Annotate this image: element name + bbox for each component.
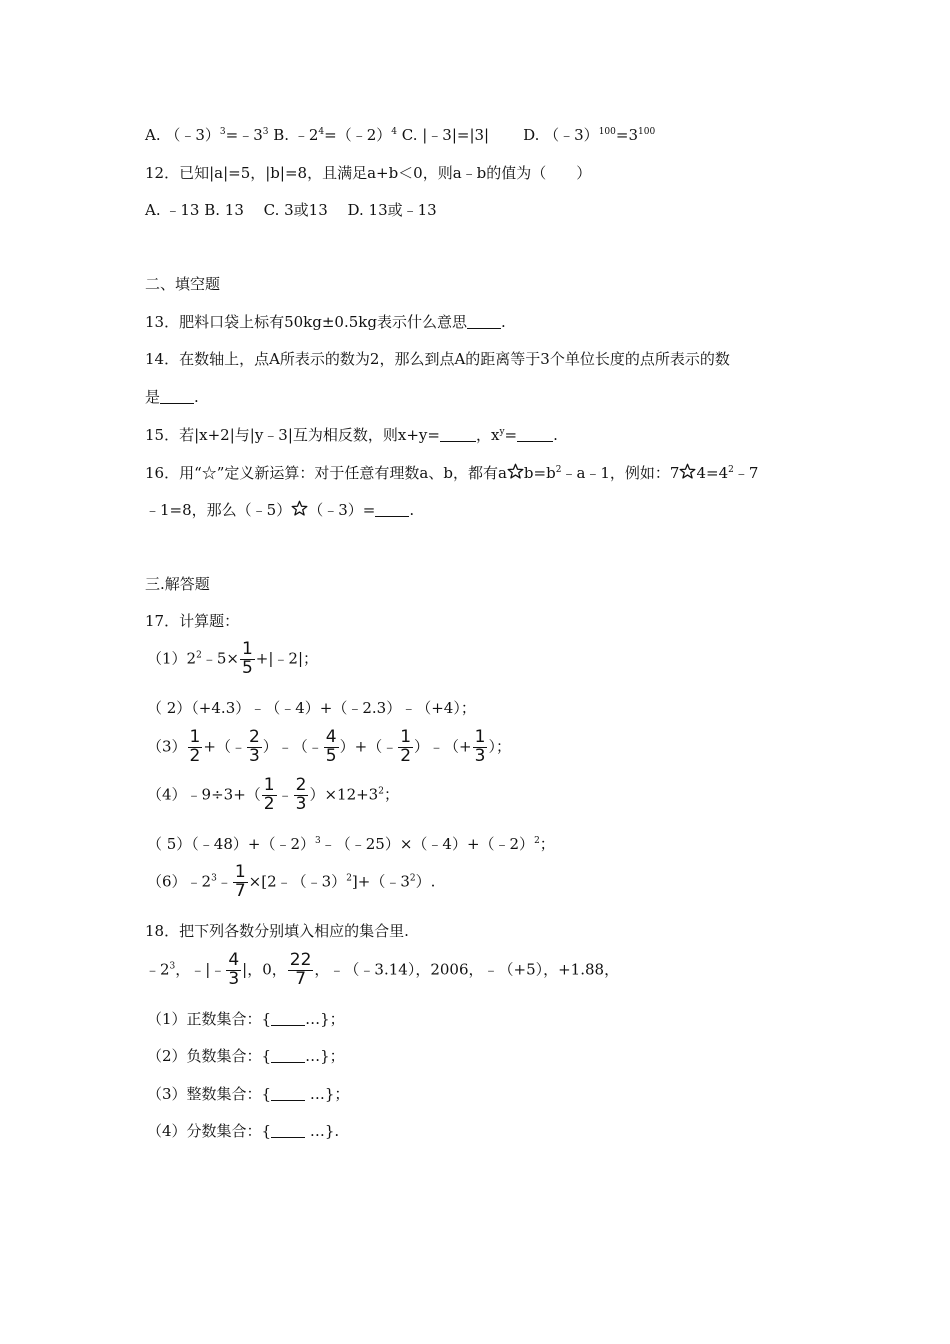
answer-blank — [271, 1122, 305, 1138]
fraction: $\frac{1}{2}$ — [189, 727, 201, 766]
q18-title: 18．把下列各数分别填入相应的集合里. — [145, 922, 409, 940]
fraction: $\frac{2}{3}$ — [248, 727, 260, 766]
q18-set-integer: （3）整数集合：{ …}； — [147, 1085, 350, 1103]
star-outline-icon — [507, 463, 524, 484]
q11-options: A. $(﹣3)^3=﹣3^3$ B. $﹣2^4=(﹣2)^4$ C. |﹣3|=|3| D. $(﹣3)^{100}=3^{100}$ — [145, 126, 656, 144]
fraction: $\frac{22}{7}$ — [289, 950, 312, 989]
q15: 15．若|x+2|与|y﹣3|互为相反数，则x+y= ，$x^y=$ . — [145, 426, 558, 444]
answer-blank — [271, 1085, 305, 1101]
q18-numbers: $﹣2^3$，﹣|﹣ $\frac{4}{3}$ |，0， $\frac{22}{7}$ ，﹣（﹣3.14），2006，﹣（+5），+1.88， — [145, 950, 620, 989]
fraction: $\frac{1}{5}$ — [241, 639, 253, 678]
option-a: A. （﹣3） — [145, 126, 220, 144]
answer-blank — [271, 1010, 305, 1026]
star-outline-icon — [291, 500, 308, 521]
answer-blank — [517, 426, 553, 442]
answer-blank — [375, 501, 409, 517]
fraction: $\frac{4}{3}$ — [228, 950, 240, 989]
fraction: $\frac{4}{5}$ — [325, 727, 337, 766]
q17-part2: （ 2）（+4.3）﹣（﹣4）+（﹣2.3）﹣（+4）； — [147, 699, 476, 717]
star-outline-icon — [679, 463, 696, 484]
answer-blank — [271, 1047, 305, 1063]
q17-part1: $(1)2^2﹣5\times$ $\frac{1}{5}$ +|﹣2|； — [147, 639, 319, 678]
answer-blank — [160, 388, 194, 404]
q17-part6: $(6)﹣2^3﹣$ $\frac{1}{7}$ $\times[2﹣(﹣3)^2]+(﹣3^2)$. — [147, 862, 436, 901]
q17-part3: （3） $\frac{1}{2}$ +（﹣ $\frac{2}{3}$ ）﹣（﹣ $\frac{4}{5}$ ）+（﹣ $\frac{1}{2}$ ）﹣（+ $\frac{1}{3}$ ）； — [147, 727, 511, 766]
fraction: $\frac{1}{2}$ — [263, 775, 275, 814]
q12-options: A. ﹣13 B. 13 C. 3或13 D. 13或﹣13 — [145, 201, 437, 219]
fraction: $\frac{2}{3}$ — [295, 775, 307, 814]
q18-set-fraction: （4）分数集合：{ …}. — [147, 1122, 340, 1140]
answer-blank — [440, 426, 476, 442]
option-d: D. （﹣3） — [523, 126, 599, 144]
q14-line2: 是 . — [145, 388, 199, 406]
fraction: $\frac{1}{7}$ — [234, 862, 246, 901]
q16-line2: ﹣1=8，那么（﹣5） （﹣3）= . — [145, 501, 415, 519]
q18-set-negative: （2）负数集合：{ …}； — [147, 1047, 345, 1065]
fraction: $\frac{1}{3}$ — [474, 727, 486, 766]
section-title-fill-in: 二、填空题 — [145, 275, 221, 293]
option-b: B. ﹣2 — [268, 126, 319, 144]
q12-stem: 12．已知|a|=5，|b|=8，且满足a+b＜0，则a﹣b的值为（ ） — [145, 164, 592, 182]
answer-blank — [467, 313, 501, 329]
fraction: $\frac{1}{2}$ — [400, 727, 412, 766]
q17-part5: （ 5）（﹣48）+（﹣2）$^3$﹣（﹣25）×（﹣4）+（﹣2）$^2$； — [147, 835, 555, 853]
q17-title: 17．计算题： — [145, 612, 240, 630]
q17-part4: （4）﹣9÷3+（ $\frac{1}{2}$ ﹣ $\frac{2}{3}$ ）$\times 12+3^2$； — [147, 775, 399, 814]
q18-set-positive: （1）正数集合：{ …}； — [147, 1010, 345, 1028]
option-c: C. |﹣3|=|3| — [396, 126, 490, 144]
q13: 13．肥料口袋上标有50kg±0.5kg表示什么意思 . — [145, 313, 506, 331]
section-title-solutions: 三.解答题 — [145, 575, 210, 593]
q16-line1: 16．用“☆”定义新运算：对于任意有理数a、b，都有a $b=b^2﹣a﹣1$，例如：7 $4=4^2﹣7$ — [145, 464, 759, 482]
q14-line1: 14．在数轴上，点A所表示的数为2，那么到点A的距离等于3个单位长度的点所表示的数 — [145, 350, 730, 368]
